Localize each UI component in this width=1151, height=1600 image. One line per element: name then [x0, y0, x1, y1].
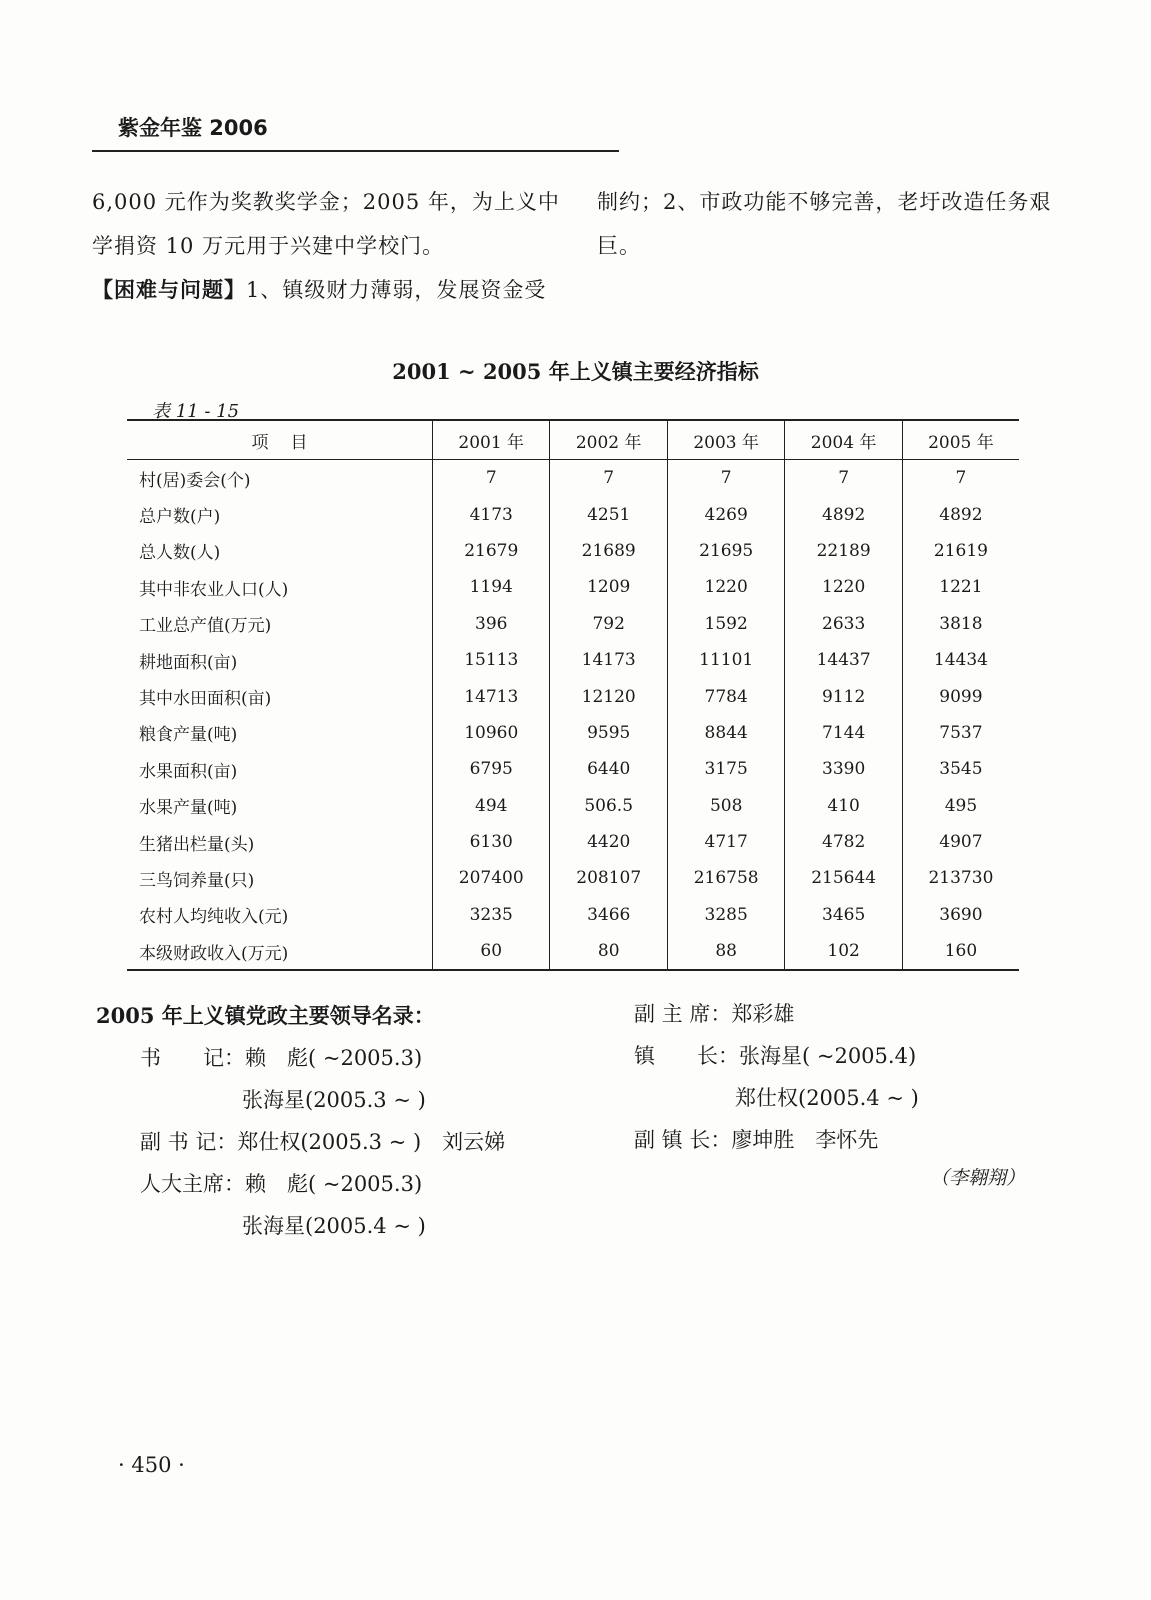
value-cell: 1194 [433, 569, 550, 605]
leader-name: 郑仕权(2005.4 ~ ) [735, 1086, 919, 1110]
row-label-cell: 三鸟饲养量(只) [139, 870, 255, 891]
value-cell: 7 [785, 460, 902, 497]
value-cell: 1221 [902, 569, 1019, 605]
value-cell: 160 [902, 933, 1019, 970]
table-row [127, 715, 1019, 751]
economic-indicators-table [127, 419, 1019, 971]
leader-role: 副 主 席： [634, 1002, 732, 1026]
leader-role: 书 记： [140, 1046, 245, 1070]
column-header-year: 2001 年 [433, 420, 550, 460]
value-cell: 396 [433, 606, 550, 642]
leader-name: 赖 彪( ~2005.3) [245, 1046, 423, 1070]
value-cell: 3390 [785, 751, 902, 787]
value-cell: 22189 [785, 533, 902, 569]
left-column-text [92, 180, 562, 312]
leader-row-mayor [634, 1040, 916, 1070]
value-cell: 4892 [785, 496, 902, 532]
value-cell: 7 [433, 460, 550, 497]
row-label-cell: 总人数(人) [139, 543, 221, 564]
value-cell: 508 [667, 788, 784, 824]
column-header-year: 2003 年 [667, 420, 784, 460]
row-label-cell: 生猪出栏量(头) [139, 834, 255, 855]
leader-row-npc-chair [140, 1168, 422, 1198]
value-cell: 216758 [667, 860, 784, 896]
value-cell: 4251 [550, 496, 667, 532]
value-cell: 7 [550, 460, 667, 497]
column-header-year: 2004 年 [785, 420, 902, 460]
value-cell: 410 [785, 788, 902, 824]
table-title: 2001 ~ 2005 年上义镇主要经济指标 [392, 359, 759, 384]
value-cell: 3545 [902, 751, 1019, 787]
value-cell: 3690 [902, 897, 1019, 933]
table-row [127, 533, 1019, 569]
value-cell: 213730 [902, 860, 1019, 896]
table-number: 表 11 - 15 [152, 401, 240, 422]
value-cell: 4907 [902, 824, 1019, 860]
header-rule [92, 150, 619, 152]
value-cell: 7 [667, 460, 784, 497]
value-cell: 11101 [667, 642, 784, 678]
value-cell: 1592 [667, 606, 784, 642]
value-cell: 4782 [785, 824, 902, 860]
value-cell: 21695 [667, 533, 784, 569]
row-label-cell: 水果产量(吨) [139, 798, 238, 819]
value-cell: 506.5 [550, 788, 667, 824]
row-label-cell: 本级财政收入(万元) [139, 943, 289, 964]
value-cell: 12120 [550, 678, 667, 714]
value-cell: 10960 [433, 715, 550, 751]
table-row [127, 678, 1019, 714]
leader-role: 副 镇 长： [634, 1128, 732, 1152]
row-label-cell: 农村人均纯收入(元) [139, 907, 289, 928]
value-cell: 80 [550, 933, 667, 970]
row-label-cell: 其中非农业人口(人) [139, 579, 289, 600]
leader-role: 副 书 记： [140, 1130, 238, 1154]
value-cell: 792 [550, 606, 667, 642]
value-cell: 14173 [550, 642, 667, 678]
table-row [127, 642, 1019, 678]
table-row [127, 788, 1019, 824]
value-cell: 6440 [550, 751, 667, 787]
value-cell: 207400 [433, 860, 550, 896]
leader-name: 张海星(2005.4 ~ ) [242, 1214, 426, 1238]
table-row [127, 897, 1019, 933]
value-cell: 1220 [785, 569, 902, 605]
table-row [127, 824, 1019, 860]
value-cell: 3465 [785, 897, 902, 933]
right-column-text [597, 180, 1067, 268]
author-signature: （李翱翔） [930, 1167, 1026, 1189]
row-label-cell: 总户数(户) [139, 507, 221, 528]
value-cell: 3235 [433, 897, 550, 933]
value-cell: 7 [902, 460, 1019, 497]
leader-role: 镇 长： [634, 1044, 739, 1068]
value-cell: 208107 [550, 860, 667, 896]
value-cell: 9112 [785, 678, 902, 714]
value-cell: 215644 [785, 860, 902, 896]
leader-row-secretary [140, 1042, 422, 1072]
row-label-cell: 工业总产值(万元) [139, 616, 272, 637]
value-cell: 3466 [550, 897, 667, 933]
value-cell: 495 [902, 788, 1019, 824]
leader-name: 廖坤胜 李怀先 [731, 1128, 879, 1152]
value-cell: 15113 [433, 642, 550, 678]
value-cell: 3175 [667, 751, 784, 787]
row-label-cell: 其中水田面积(亩) [139, 689, 272, 710]
value-cell: 1209 [550, 569, 667, 605]
row-label-cell: 粮食产量(吨) [139, 725, 238, 746]
value-cell: 6795 [433, 751, 550, 787]
leader-role: 人大主席： [140, 1172, 245, 1196]
value-cell: 2633 [785, 606, 902, 642]
value-cell: 9099 [902, 678, 1019, 714]
value-cell: 4269 [667, 496, 784, 532]
column-header-year: 2005 年 [902, 420, 1019, 460]
value-cell: 3818 [902, 606, 1019, 642]
table-row [127, 460, 1019, 497]
running-header: 紫金年鉴 2006 [118, 116, 268, 140]
value-cell: 9595 [550, 715, 667, 751]
value-cell: 4717 [667, 824, 784, 860]
table-row [127, 606, 1019, 642]
value-cell: 21689 [550, 533, 667, 569]
table-row [127, 569, 1019, 605]
row-label-cell: 水果面积(亩) [139, 761, 238, 782]
value-cell: 4892 [902, 496, 1019, 532]
value-cell: 7144 [785, 715, 902, 751]
value-cell: 8844 [667, 715, 784, 751]
text-line [92, 268, 562, 312]
value-cell: 102 [785, 933, 902, 970]
page-number: · 450 · [118, 1453, 185, 1477]
row-label-cell: 耕地面积(亩) [139, 652, 238, 673]
leader-row-vice-chair [634, 998, 794, 1028]
text-line: 巨。 [597, 234, 641, 258]
leader-name: 张海星(2005.3 ~ ) [242, 1088, 426, 1112]
value-cell: 88 [667, 933, 784, 970]
table-body [127, 460, 1019, 971]
table-row [127, 496, 1019, 532]
leaders-heading: 2005 年上义镇党政主要领导名录： [96, 1003, 435, 1028]
problem-label: 【困难与问题】 [92, 278, 246, 302]
column-header-item: 项目 [127, 420, 433, 460]
leader-name: 郑仕权(2005.3 ~ ) 刘云娣 [237, 1130, 506, 1154]
value-cell: 14437 [785, 642, 902, 678]
value-cell: 14713 [433, 678, 550, 714]
value-cell: 3285 [667, 897, 784, 933]
value-cell: 21619 [902, 533, 1019, 569]
text-line: 6,000 元作为奖教奖学金；2005 年，为上义中 [92, 190, 560, 214]
table-row [127, 751, 1019, 787]
column-header-year: 2002 年 [550, 420, 667, 460]
value-cell: 4420 [550, 824, 667, 860]
table-row [127, 933, 1019, 970]
value-cell: 1220 [667, 569, 784, 605]
value-cell: 7537 [902, 715, 1019, 751]
leader-name: 郑彩雄 [731, 1002, 795, 1026]
leader-name: 赖 彪( ~2005.3) [245, 1172, 423, 1196]
problem-text: 1、镇级财力薄弱，发展资金受 [246, 278, 547, 302]
value-cell: 6130 [433, 824, 550, 860]
leader-row-deputy-secretary [140, 1126, 505, 1156]
leader-name: 张海星( ~2005.4) [739, 1044, 917, 1068]
table-header-row [127, 420, 1019, 460]
value-cell: 494 [433, 788, 550, 824]
text-line: 制约；2、市政功能不够完善，老圩改造任务艰 [597, 190, 1052, 214]
value-cell: 14434 [902, 642, 1019, 678]
value-cell: 60 [433, 933, 550, 970]
value-cell: 7784 [667, 678, 784, 714]
leader-row-deputy-mayor [634, 1124, 878, 1154]
table-row [127, 860, 1019, 896]
text-line: 学捐资 10 万元用于兴建中学校门。 [92, 234, 445, 258]
value-cell: 21679 [433, 533, 550, 569]
row-label-cell: 村(居)委会(个) [139, 470, 251, 491]
value-cell: 4173 [433, 496, 550, 532]
